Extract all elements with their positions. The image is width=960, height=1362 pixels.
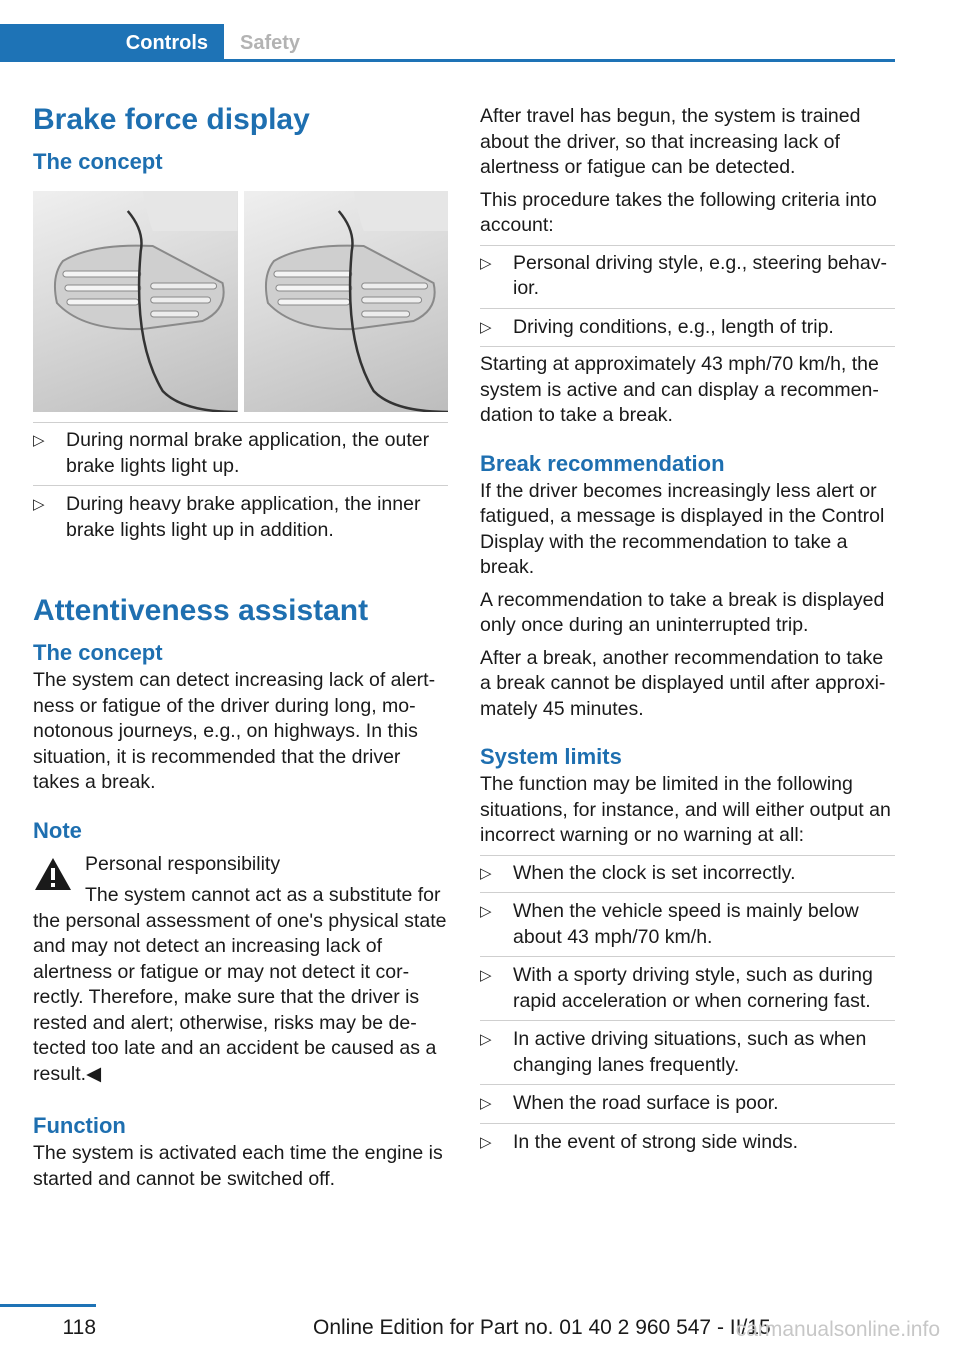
list-item: ▷ During heavy brake application, the inner brake lights light up in addition. — [33, 485, 448, 543]
list-item: ▷ When the clock is set incorrectly. — [480, 861, 895, 887]
criteria-list — [480, 245, 895, 341]
footer-rule — [0, 1304, 96, 1307]
intro-paragraph-1: After travel has begun, the system is trained about the driver, so that increasing lack of alertness or fatigue can be detected. — [480, 105, 861, 178]
edition-line: Online Edition for Part no. 01 40 2 960 547 - II/15 — [313, 1316, 771, 1339]
intro-paragraph-3: Starting at approximately 43 mph/70 km/h, the system is active and can display a recommendation to take a break. — [480, 346, 895, 429]
break-paragraph-1: If the driver becomes increasingly less alert or fatigued, a message is displayed in the Control Display with the recommendation to take a break. — [480, 479, 885, 578]
tab-safety[interactable]: Safety — [240, 32, 301, 54]
list-item: ▷ In the event of strong side winds. — [480, 1123, 895, 1156]
list-item: ▷ Personal driving style, e.g., steering behavior. — [480, 251, 887, 299]
note-title: Personal responsibility — [85, 852, 281, 875]
right-column — [480, 104, 895, 1155]
bullet-triangle-icon: ▷ — [480, 864, 492, 882]
list-item: ▷ When the road surface is poor. — [480, 1084, 895, 1117]
subheading-the-concept-2: The concept — [33, 640, 163, 665]
bullet-triangle-icon: ▷ — [480, 254, 492, 272]
subheading-the-concept: The concept — [33, 149, 163, 174]
bullet-triangle-icon: ▷ — [33, 496, 45, 513]
left-column — [33, 100, 448, 1192]
bullet-triangle-icon: ▷ — [480, 1095, 492, 1112]
concept-paragraph: The system can detect increasing lack of alertness or fatigue of the driver during long, monotonous journeys, e.g., on highways. In this situation, it is recommended that the driver takes a break. — [33, 669, 436, 793]
limits-list — [480, 855, 895, 1156]
subheading-note: Note — [33, 817, 82, 843]
header-rule — [0, 59, 895, 62]
subheading-break-recommendation: Break recommendation — [480, 450, 725, 476]
bullet-triangle-icon: ▷ — [480, 1031, 492, 1048]
section-title-brake-force-display: Brake force display — [33, 103, 310, 136]
list-item: ▷ When the vehicle speed is mainly below about 43 mph/70 km/h. — [480, 892, 895, 950]
subheading-system-limits: System limits — [480, 744, 622, 769]
list-item: ▷ With a sporty driving style, such as during rapid acceleration or when cornering fast. — [480, 956, 895, 1014]
bullet-triangle-icon: ▷ — [480, 1133, 492, 1151]
page-number: 118 — [62, 1316, 96, 1339]
brake-light-list — [33, 422, 448, 543]
bullet-triangle-icon: ▷ — [480, 967, 492, 984]
note-text-first-line: The system cannot act as a substitute for — [85, 884, 441, 906]
break-paragraph-3: After a break, another recommendation to take a break cannot be displayed until after approximately 45 minutes. — [480, 646, 886, 720]
bullet-triangle-icon: ▷ — [480, 903, 492, 920]
brake-lights-illustration — [33, 191, 448, 412]
note-text: the personal assessment of one's physical state and may not detect an increasing lack of alertness or fatigue or may not detect it correctly. Therefore, make sure that the driver is rested and alert; otherwise, risks may be detected too late and an accident be caused as a result.◀ — [33, 909, 447, 1085]
limits-paragraph: The function may be limited in the following situations, for instance, and will either output an incorrect warning or no warning at all: — [480, 773, 891, 846]
section-title-attentiveness-assistant: Attentiveness assistant — [33, 594, 369, 627]
list-item: ▷ Driving conditions, e.g., length of trip. — [480, 308, 895, 341]
bullet-triangle-icon: ▷ — [33, 432, 45, 449]
watermark: carmanualsonline.info — [735, 1318, 940, 1341]
bullet-triangle-icon: ▷ — [480, 318, 492, 336]
function-paragraph: The system is activated each time the engine is started and cannot be switched off. — [33, 1142, 443, 1190]
warning-triangle-icon — [33, 856, 73, 892]
subheading-function: Function — [33, 1113, 126, 1138]
break-paragraph-2: A recommendation to take a break is displayed only once during an uninterrupted trip. — [480, 588, 885, 636]
tab-controls[interactable]: Controls — [0, 24, 224, 62]
intro-paragraph-2: This procedure takes the following criteria into account: — [480, 188, 877, 236]
tail-light-heavy-image — [244, 191, 449, 412]
list-item: ▷ In active driving situations, such as when changing lanes frequently. — [480, 1020, 895, 1078]
tail-light-normal-image — [33, 191, 238, 412]
warning-note — [33, 852, 448, 1088]
list-item: ▷ During normal brake application, the outer brake lights light up. — [33, 429, 430, 477]
page-header — [0, 0, 960, 62]
